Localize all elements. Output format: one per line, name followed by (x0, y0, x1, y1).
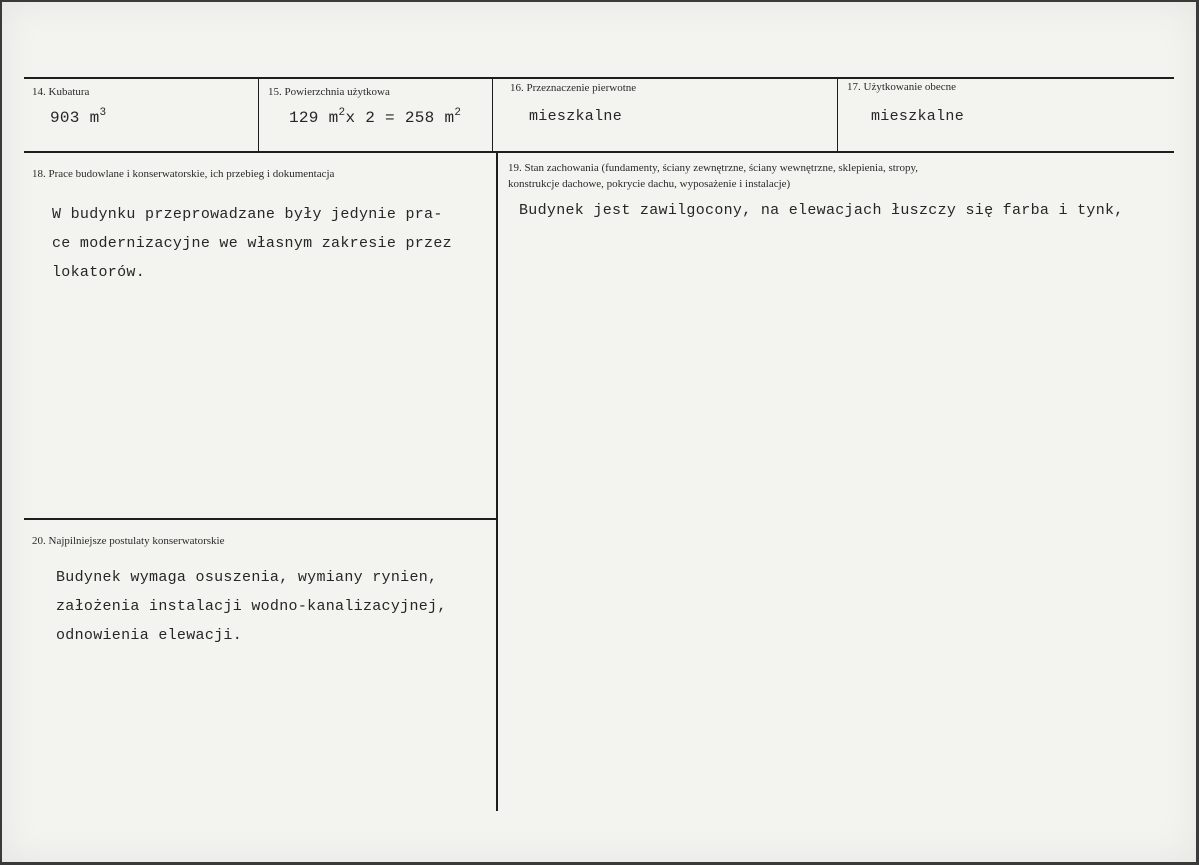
field17-label: 17. Użytkowanie obecne (847, 81, 957, 93)
field20-top-rule (24, 518, 497, 520)
field15-sup-a: 2 (338, 107, 346, 119)
field18-line-2: ce modernizacyjne we własnym zakresie przez (52, 235, 452, 252)
main-vertical-divider (496, 151, 498, 811)
field20-line-3: odnowienia elewacji. (56, 627, 243, 644)
field18-text (52, 200, 452, 287)
field20-text (56, 563, 447, 650)
field15-value-a: 129 (289, 109, 319, 127)
field14-value (50, 109, 106, 127)
row1-bottom-rule (24, 151, 1174, 153)
record-card (2, 2, 1196, 862)
field15-rest: x 2 = 258 (345, 109, 435, 127)
field16-value: mieszkalne (529, 108, 623, 125)
field20-label: 20. Najpilniejsze postulaty konserwatorskie (32, 535, 225, 547)
field19-label-line1: 19. Stan zachowania (fundamenty, ściany zewnętrzne, ściany wewnętrzne, sklepienia, stropy, (508, 162, 919, 174)
field20-line-2: założenia instalacji wodno-kanalizacyjnej, (56, 598, 447, 615)
divider-16-17 (837, 77, 838, 153)
field18-line-1: W budynku przeprowadzane były jedynie pra- (52, 206, 443, 223)
field15-unit-a: m (328, 109, 339, 127)
field16-label: 16. Przeznaczenie pierwotne (510, 82, 637, 94)
field18-line-3: lokatorów. (52, 264, 146, 281)
field14-unit: m (89, 109, 100, 127)
field14-unit-sup: 3 (99, 107, 107, 119)
field19-text: Budynek jest zawilgocony, na elewacjach łuszczy się farba i tynk, (519, 202, 1124, 219)
field17-value: mieszkalne (871, 108, 965, 125)
field15-unit-b: m (444, 109, 455, 127)
field14-number: 903 (50, 109, 80, 127)
divider-15-16 (492, 77, 493, 153)
field15-label: 15. Powierzchnia użytkowa (268, 86, 390, 98)
field19-label-line2: konstrukcje dachowe, pokrycie dachu, wyposażenie i instalacje) (508, 178, 791, 190)
field20-line-1: Budynek wymaga osuszenia, wymiany rynien, (56, 569, 438, 586)
field15-sup-b: 2 (454, 107, 462, 119)
field18-label: 18. Prace budowlane i konserwatorskie, ich przebieg i dokumentacja (32, 168, 335, 180)
divider-14-15 (258, 77, 259, 153)
field14-label: 14. Kubatura (32, 86, 90, 98)
top-rule (24, 77, 1174, 79)
field15-value (289, 109, 461, 127)
